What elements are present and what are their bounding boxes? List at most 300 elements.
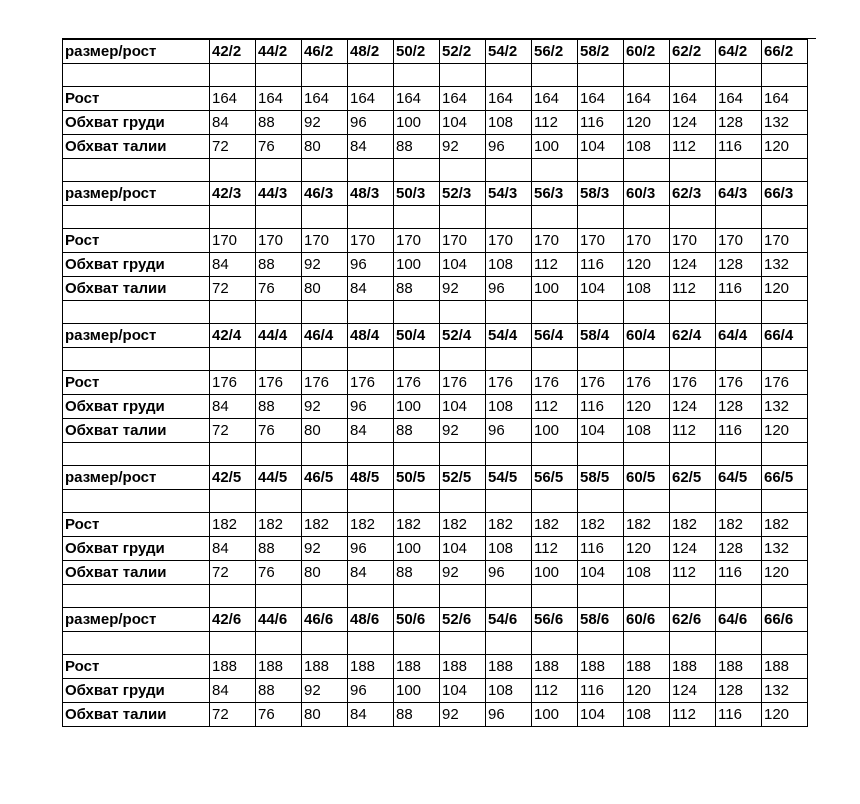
measurement-value: 176 (440, 371, 486, 395)
measurement-value: 116 (578, 537, 624, 561)
empty-cell (256, 159, 302, 182)
size-code-cell: 52/5 (440, 466, 486, 490)
measurement-value: 116 (716, 277, 762, 301)
measurement-value: 170 (394, 229, 440, 253)
empty-cell (256, 206, 302, 229)
spacer-row (63, 64, 808, 87)
measurement-value: 72 (210, 561, 256, 585)
empty-cell (486, 206, 532, 229)
measurement-value: 84 (210, 679, 256, 703)
size-code-cell: 44/2 (256, 40, 302, 64)
size-code-cell: 44/4 (256, 324, 302, 348)
empty-cell (716, 159, 762, 182)
measurement-label: Рост (63, 513, 210, 537)
empty-cell (532, 301, 578, 324)
size-code-cell: 46/3 (302, 182, 348, 206)
measurement-value: 120 (624, 111, 670, 135)
block-separator-row (63, 585, 808, 608)
size-height-label: размер/рост (63, 608, 210, 632)
size-code-cell: 54/4 (486, 324, 532, 348)
measurement-value: 112 (670, 135, 716, 159)
empty-cell (624, 301, 670, 324)
measurement-value: 92 (302, 537, 348, 561)
measurement-value: 88 (394, 419, 440, 443)
measurement-value: 116 (716, 135, 762, 159)
size-code-cell: 54/6 (486, 608, 532, 632)
measurement-label: Обхват груди (63, 679, 210, 703)
measurement-value: 164 (670, 87, 716, 111)
empty-cell (624, 632, 670, 655)
measurement-row (63, 537, 808, 561)
measurement-value: 96 (348, 537, 394, 561)
empty-cell (762, 490, 808, 513)
empty-cell (210, 159, 256, 182)
measurement-value: 100 (394, 679, 440, 703)
size-code-cell: 62/2 (670, 40, 716, 64)
size-chart-body (63, 40, 808, 727)
empty-cell (624, 490, 670, 513)
empty-label-cell (63, 348, 210, 371)
size-code-cell: 42/4 (210, 324, 256, 348)
measurement-row (63, 277, 808, 301)
measurement-value: 112 (532, 253, 578, 277)
empty-cell (302, 632, 348, 655)
size-header-row (63, 40, 808, 64)
measurement-value: 120 (624, 679, 670, 703)
measurement-value: 164 (394, 87, 440, 111)
measurement-value: 116 (716, 561, 762, 585)
measurement-value: 176 (578, 371, 624, 395)
empty-cell (762, 585, 808, 608)
empty-cell (394, 64, 440, 87)
size-code-cell: 52/2 (440, 40, 486, 64)
measurement-value: 96 (486, 135, 532, 159)
measurement-value: 164 (716, 87, 762, 111)
measurement-value: 84 (210, 111, 256, 135)
size-code-cell: 66/5 (762, 466, 808, 490)
measurement-value: 188 (210, 655, 256, 679)
measurement-value: 188 (578, 655, 624, 679)
measurement-value: 104 (440, 537, 486, 561)
measurement-value: 104 (578, 703, 624, 727)
measurement-value: 108 (486, 679, 532, 703)
measurement-value: 104 (440, 679, 486, 703)
measurement-value: 76 (256, 419, 302, 443)
measurement-value: 170 (440, 229, 486, 253)
measurement-value: 96 (348, 111, 394, 135)
empty-label-cell (63, 301, 210, 324)
empty-cell (302, 585, 348, 608)
measurement-value: 92 (440, 703, 486, 727)
spacer-row (63, 490, 808, 513)
measurement-row (63, 513, 808, 537)
empty-cell (394, 301, 440, 324)
size-code-cell: 48/2 (348, 40, 394, 64)
empty-label-cell (63, 585, 210, 608)
measurement-value: 132 (762, 111, 808, 135)
measurement-value: 188 (532, 655, 578, 679)
empty-cell (210, 490, 256, 513)
measurement-value: 124 (670, 111, 716, 135)
measurement-value: 100 (394, 537, 440, 561)
measurement-label: Обхват талии (63, 703, 210, 727)
empty-label-cell (63, 490, 210, 513)
measurement-value: 92 (302, 679, 348, 703)
measurement-value: 112 (670, 277, 716, 301)
measurement-value: 108 (486, 253, 532, 277)
size-code-cell: 42/5 (210, 466, 256, 490)
measurement-value: 170 (256, 229, 302, 253)
empty-cell (348, 632, 394, 655)
size-code-cell: 60/3 (624, 182, 670, 206)
empty-label-cell (63, 632, 210, 655)
empty-cell (302, 443, 348, 466)
measurement-value: 164 (440, 87, 486, 111)
empty-cell (440, 206, 486, 229)
measurement-value: 182 (302, 513, 348, 537)
block-separator-row (63, 443, 808, 466)
measurement-value: 116 (578, 253, 624, 277)
measurement-value: 124 (670, 253, 716, 277)
measurement-value: 104 (578, 419, 624, 443)
measurement-value: 124 (670, 395, 716, 419)
size-code-cell: 44/6 (256, 608, 302, 632)
empty-cell (532, 159, 578, 182)
measurement-label: Обхват груди (63, 253, 210, 277)
measurement-value: 88 (394, 703, 440, 727)
measurement-value: 188 (762, 655, 808, 679)
empty-cell (256, 64, 302, 87)
measurement-value: 92 (302, 111, 348, 135)
size-code-cell: 56/6 (532, 608, 578, 632)
empty-cell (578, 206, 624, 229)
empty-cell (762, 206, 808, 229)
size-code-cell: 56/3 (532, 182, 578, 206)
empty-cell (670, 490, 716, 513)
size-code-cell: 60/2 (624, 40, 670, 64)
empty-cell (348, 301, 394, 324)
measurement-value: 72 (210, 277, 256, 301)
size-code-cell: 60/6 (624, 608, 670, 632)
measurement-label: Рост (63, 655, 210, 679)
size-code-cell: 50/6 (394, 608, 440, 632)
empty-cell (302, 301, 348, 324)
measurement-value: 182 (348, 513, 394, 537)
measurement-value: 164 (578, 87, 624, 111)
size-height-label: размер/рост (63, 182, 210, 206)
empty-cell (348, 585, 394, 608)
empty-cell (486, 348, 532, 371)
empty-cell (440, 490, 486, 513)
empty-cell (532, 206, 578, 229)
empty-cell (716, 301, 762, 324)
size-code-cell: 66/4 (762, 324, 808, 348)
empty-cell (624, 348, 670, 371)
measurement-value: 176 (670, 371, 716, 395)
measurement-value: 88 (256, 111, 302, 135)
empty-cell (762, 632, 808, 655)
measurement-value: 72 (210, 703, 256, 727)
measurement-value: 104 (440, 111, 486, 135)
empty-cell (210, 64, 256, 87)
size-code-cell: 48/6 (348, 608, 394, 632)
measurement-value: 120 (624, 253, 670, 277)
measurement-value: 120 (762, 277, 808, 301)
measurement-value: 182 (762, 513, 808, 537)
size-height-label: размер/рост (63, 466, 210, 490)
measurement-value: 84 (210, 395, 256, 419)
empty-cell (256, 443, 302, 466)
measurement-value: 188 (670, 655, 716, 679)
empty-cell (486, 490, 532, 513)
empty-label-cell (63, 64, 210, 87)
size-code-cell: 50/5 (394, 466, 440, 490)
measurement-row (63, 655, 808, 679)
measurement-value: 132 (762, 679, 808, 703)
measurement-value: 112 (532, 537, 578, 561)
size-code-cell: 66/3 (762, 182, 808, 206)
empty-cell (762, 301, 808, 324)
size-code-cell: 58/5 (578, 466, 624, 490)
measurement-value: 188 (440, 655, 486, 679)
empty-cell (624, 206, 670, 229)
measurement-value: 170 (302, 229, 348, 253)
measurement-value: 132 (762, 253, 808, 277)
measurement-value: 120 (762, 419, 808, 443)
measurement-value: 96 (486, 419, 532, 443)
empty-cell (716, 585, 762, 608)
empty-cell (670, 632, 716, 655)
measurement-value: 170 (624, 229, 670, 253)
size-code-cell: 58/3 (578, 182, 624, 206)
size-code-cell: 56/5 (532, 466, 578, 490)
empty-cell (624, 585, 670, 608)
empty-cell (394, 443, 440, 466)
empty-cell (578, 348, 624, 371)
measurement-value: 116 (578, 111, 624, 135)
empty-cell (624, 159, 670, 182)
measurement-value: 84 (348, 277, 394, 301)
measurement-value: 80 (302, 419, 348, 443)
measurement-value: 164 (348, 87, 394, 111)
size-code-cell: 52/3 (440, 182, 486, 206)
measurement-value: 170 (670, 229, 716, 253)
empty-cell (348, 348, 394, 371)
measurement-value: 84 (210, 253, 256, 277)
measurement-value: 170 (486, 229, 532, 253)
measurement-value: 188 (716, 655, 762, 679)
measurement-value: 100 (394, 253, 440, 277)
empty-cell (532, 348, 578, 371)
measurement-value: 108 (624, 561, 670, 585)
measurement-value: 108 (624, 277, 670, 301)
measurement-value: 100 (532, 135, 578, 159)
measurement-value: 182 (670, 513, 716, 537)
size-code-cell: 62/4 (670, 324, 716, 348)
empty-cell (440, 443, 486, 466)
size-code-cell: 58/2 (578, 40, 624, 64)
empty-cell (302, 64, 348, 87)
empty-cell (302, 206, 348, 229)
measurement-value: 170 (578, 229, 624, 253)
size-code-cell: 46/4 (302, 324, 348, 348)
size-code-cell: 58/4 (578, 324, 624, 348)
empty-cell (578, 490, 624, 513)
empty-label-cell (63, 159, 210, 182)
measurement-value: 72 (210, 135, 256, 159)
empty-cell (624, 443, 670, 466)
size-code-cell: 50/4 (394, 324, 440, 348)
measurement-label: Рост (63, 371, 210, 395)
measurement-value: 84 (348, 703, 394, 727)
empty-cell (486, 301, 532, 324)
measurement-label: Обхват талии (63, 135, 210, 159)
measurement-row (63, 419, 808, 443)
measurement-value: 128 (716, 395, 762, 419)
measurement-label: Обхват груди (63, 395, 210, 419)
measurement-value: 88 (394, 135, 440, 159)
empty-cell (256, 301, 302, 324)
measurement-value: 128 (716, 253, 762, 277)
empty-cell (670, 159, 716, 182)
size-code-cell: 44/5 (256, 466, 302, 490)
size-code-cell: 64/6 (716, 608, 762, 632)
measurement-value: 170 (716, 229, 762, 253)
measurement-value: 92 (302, 253, 348, 277)
measurement-value: 96 (486, 703, 532, 727)
empty-cell (578, 301, 624, 324)
spacer-row (63, 348, 808, 371)
size-code-cell: 48/3 (348, 182, 394, 206)
measurement-value: 188 (302, 655, 348, 679)
empty-cell (532, 632, 578, 655)
empty-cell (348, 64, 394, 87)
measurement-value: 182 (256, 513, 302, 537)
size-code-cell: 48/5 (348, 466, 394, 490)
spacer-row (63, 632, 808, 655)
measurement-value: 104 (578, 135, 624, 159)
measurement-value: 120 (762, 703, 808, 727)
measurement-value: 96 (348, 679, 394, 703)
empty-cell (762, 443, 808, 466)
measurement-value: 72 (210, 419, 256, 443)
measurement-value: 108 (486, 537, 532, 561)
size-code-cell: 46/6 (302, 608, 348, 632)
measurement-value: 124 (670, 537, 716, 561)
measurement-value: 176 (348, 371, 394, 395)
measurement-value: 92 (440, 277, 486, 301)
measurement-value: 80 (302, 561, 348, 585)
measurement-value: 164 (210, 87, 256, 111)
measurement-row (63, 87, 808, 111)
measurement-value: 104 (578, 277, 624, 301)
empty-cell (394, 585, 440, 608)
empty-cell (762, 64, 808, 87)
measurement-value: 182 (624, 513, 670, 537)
size-code-cell: 42/3 (210, 182, 256, 206)
empty-cell (486, 585, 532, 608)
empty-cell (578, 585, 624, 608)
size-code-cell: 62/3 (670, 182, 716, 206)
empty-cell (670, 585, 716, 608)
measurement-value: 128 (716, 111, 762, 135)
empty-cell (210, 301, 256, 324)
size-code-cell: 64/3 (716, 182, 762, 206)
measurement-value: 112 (532, 111, 578, 135)
empty-cell (762, 159, 808, 182)
measurement-value: 132 (762, 537, 808, 561)
measurement-label: Обхват талии (63, 419, 210, 443)
measurement-row (63, 561, 808, 585)
size-code-cell: 62/6 (670, 608, 716, 632)
size-code-cell: 64/4 (716, 324, 762, 348)
measurement-value: 124 (670, 679, 716, 703)
empty-cell (716, 632, 762, 655)
empty-cell (210, 585, 256, 608)
empty-cell (624, 64, 670, 87)
empty-cell (670, 206, 716, 229)
measurement-value: 182 (486, 513, 532, 537)
measurement-value: 176 (394, 371, 440, 395)
size-code-cell: 54/2 (486, 40, 532, 64)
measurement-row (63, 395, 808, 419)
measurement-row (63, 703, 808, 727)
size-header-row (63, 182, 808, 206)
measurement-value: 176 (716, 371, 762, 395)
measurement-value: 80 (302, 135, 348, 159)
size-code-cell: 54/5 (486, 466, 532, 490)
size-code-cell: 54/3 (486, 182, 532, 206)
size-code-cell: 42/2 (210, 40, 256, 64)
measurement-value: 164 (762, 87, 808, 111)
empty-label-cell (63, 443, 210, 466)
empty-cell (440, 348, 486, 371)
measurement-value: 182 (440, 513, 486, 537)
empty-cell (394, 206, 440, 229)
measurement-value: 176 (302, 371, 348, 395)
measurement-value: 170 (532, 229, 578, 253)
empty-cell (256, 632, 302, 655)
measurement-value: 88 (256, 679, 302, 703)
measurement-value: 100 (394, 395, 440, 419)
size-code-cell: 48/4 (348, 324, 394, 348)
empty-cell (348, 490, 394, 513)
size-code-cell: 58/6 (578, 608, 624, 632)
measurement-value: 112 (670, 419, 716, 443)
empty-cell (716, 443, 762, 466)
measurement-value: 170 (348, 229, 394, 253)
measurement-value: 104 (440, 253, 486, 277)
measurement-value: 120 (624, 395, 670, 419)
empty-cell (348, 443, 394, 466)
measurement-value: 188 (256, 655, 302, 679)
measurement-value: 112 (670, 703, 716, 727)
empty-cell (348, 159, 394, 182)
measurement-value: 104 (578, 561, 624, 585)
measurement-value: 100 (394, 111, 440, 135)
empty-cell (486, 64, 532, 87)
empty-cell (256, 348, 302, 371)
size-header-row (63, 466, 808, 490)
measurement-value: 170 (762, 229, 808, 253)
measurement-value: 176 (532, 371, 578, 395)
empty-cell (348, 206, 394, 229)
measurement-label: Рост (63, 87, 210, 111)
measurement-value: 182 (532, 513, 578, 537)
measurement-value: 84 (348, 561, 394, 585)
measurement-value: 100 (532, 277, 578, 301)
size-code-cell: 64/2 (716, 40, 762, 64)
